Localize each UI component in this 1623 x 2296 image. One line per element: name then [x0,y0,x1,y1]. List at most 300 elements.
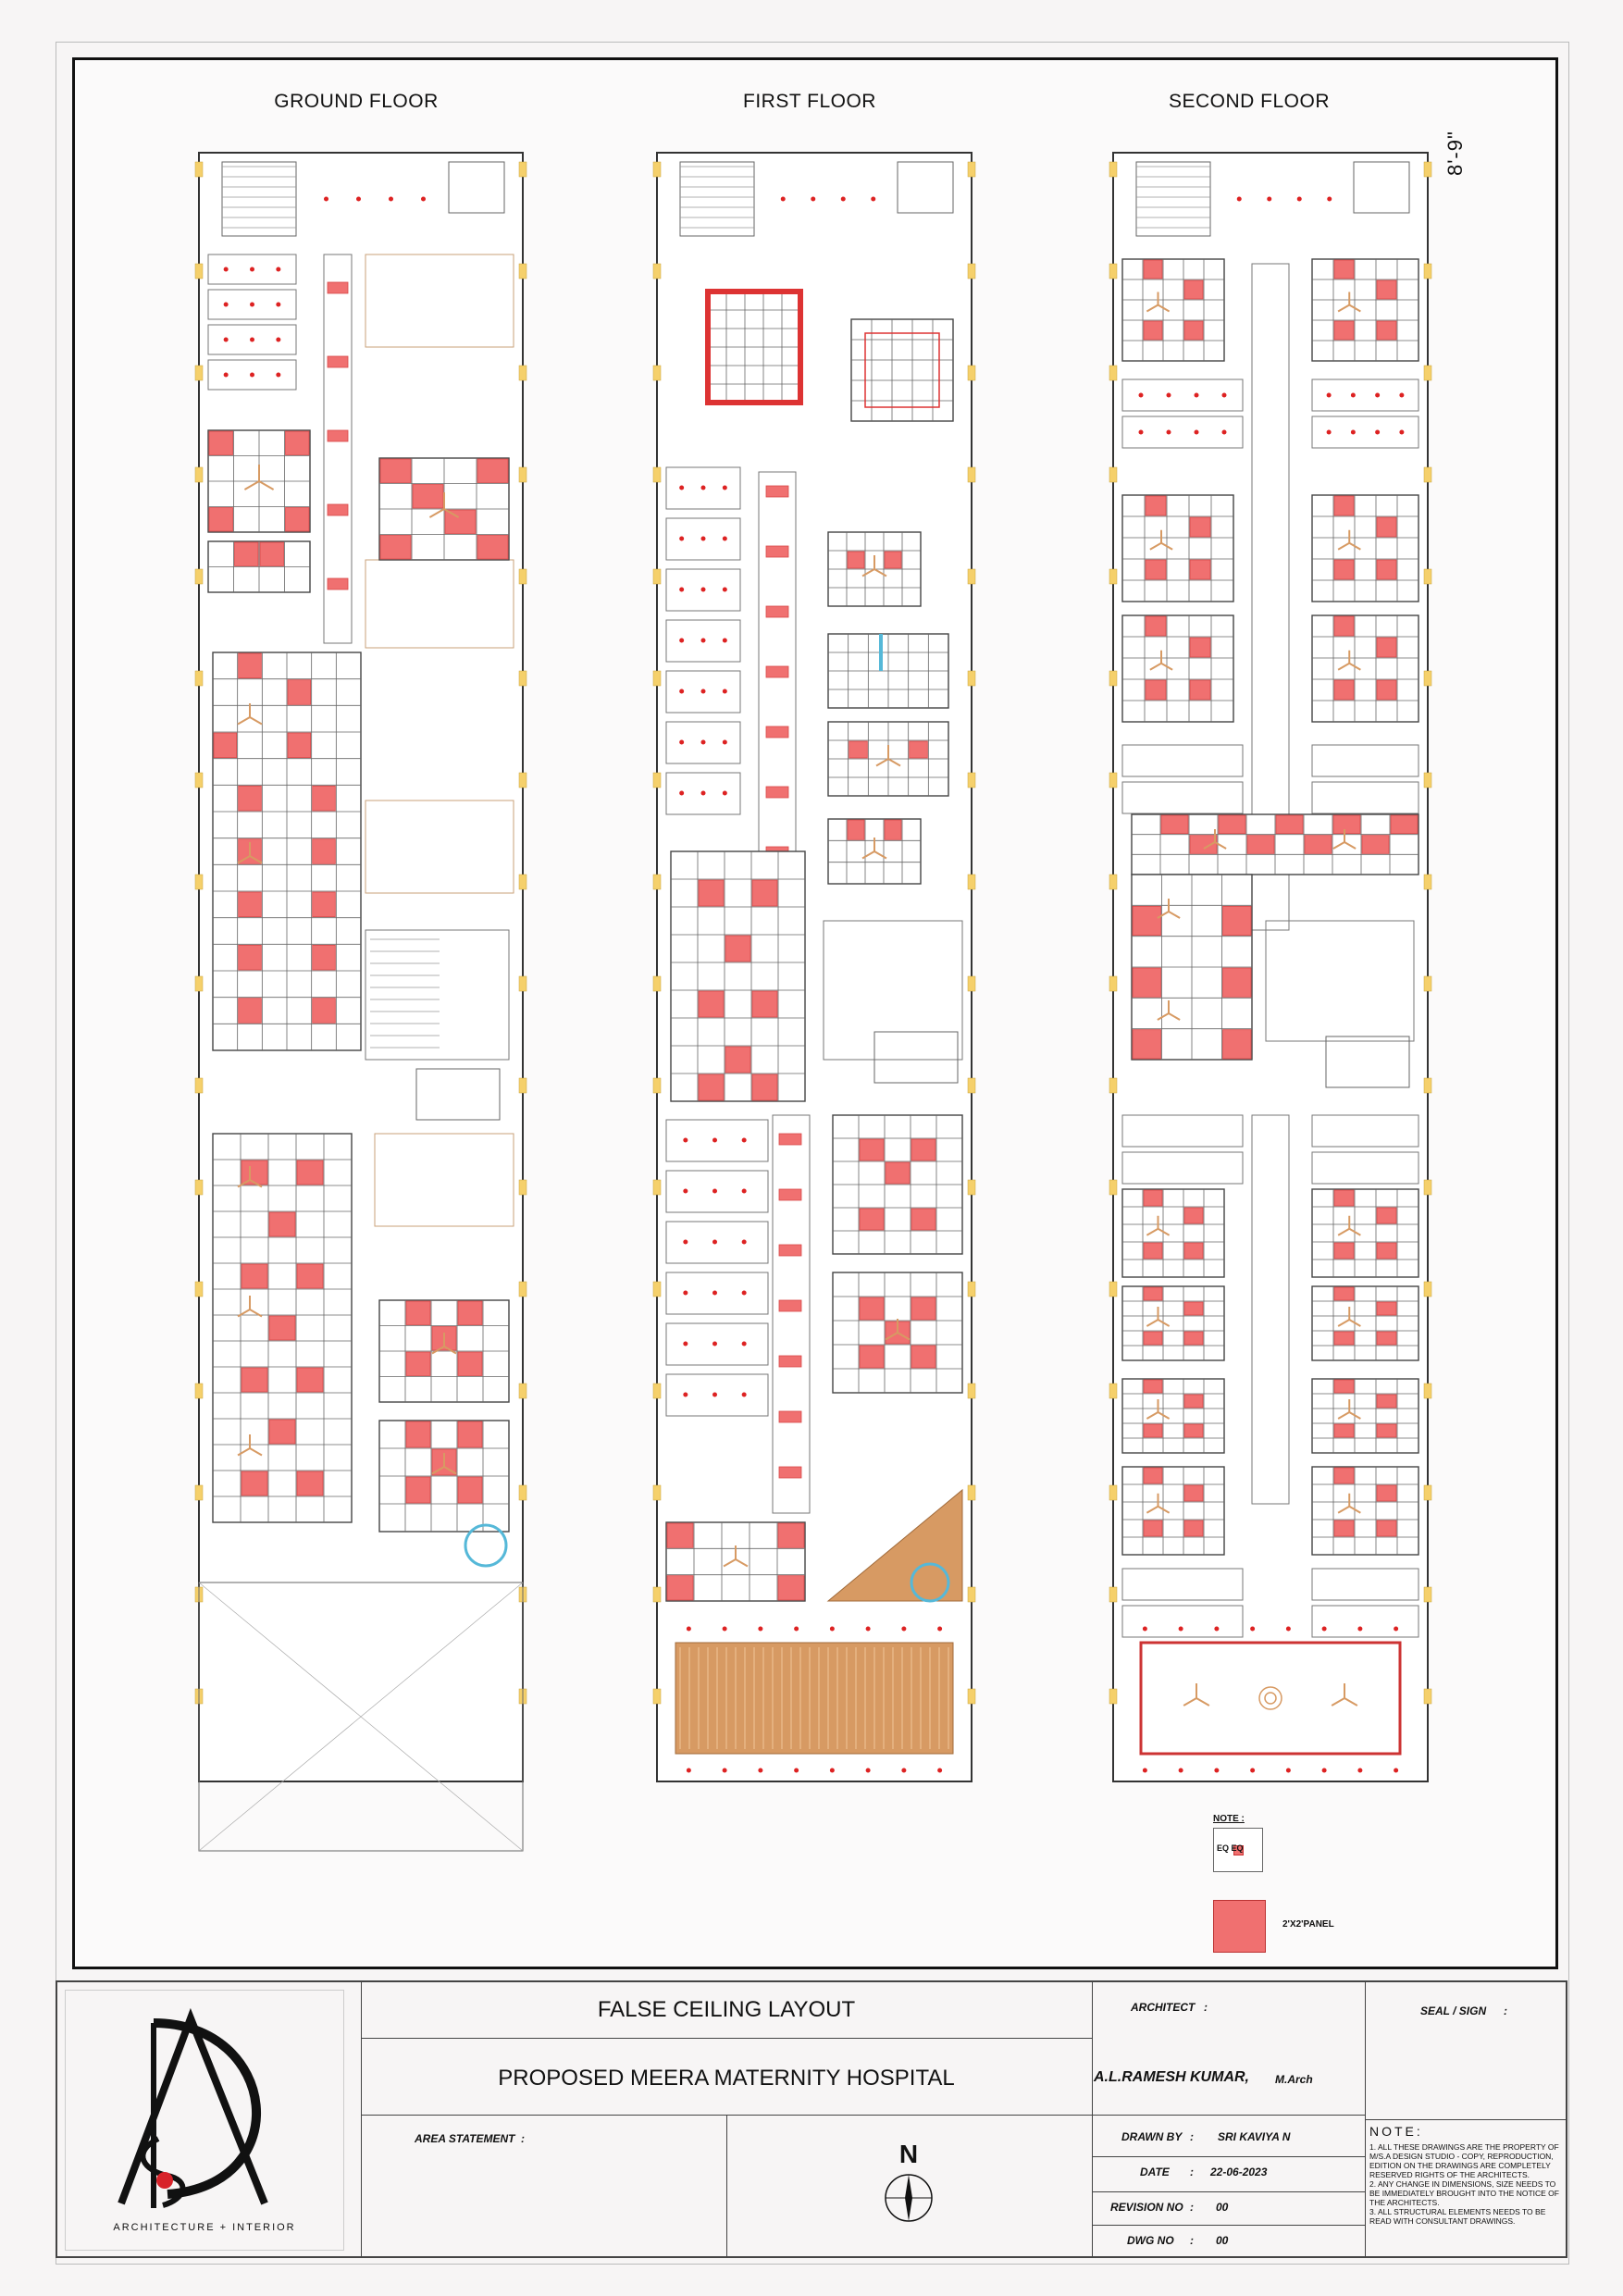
light-panel [413,485,443,509]
light-point-icon [742,1189,747,1194]
column [519,467,527,482]
column [653,264,661,279]
column [195,875,203,889]
light-panel [269,1420,295,1444]
light-panel [1334,1332,1354,1345]
light-point-icon [224,338,229,342]
light-panel [725,936,750,962]
light-point-icon [324,197,328,202]
light-panel [1377,638,1396,657]
light-point-icon [723,639,727,643]
light-point-icon [1394,1627,1398,1632]
light-point-icon [1195,393,1199,398]
light-panel [380,459,411,483]
light-panel [1377,1208,1396,1223]
light-panel [911,1209,935,1230]
light-panel [885,552,901,568]
light-panel [1334,1424,1354,1437]
seal-colon: : [1504,2004,1507,2017]
column [195,1180,203,1195]
light-point-icon [687,1627,691,1632]
light-point-icon [712,1138,717,1143]
light-panel [297,1471,323,1496]
light-point-icon [712,1342,717,1347]
light-point-icon [1375,430,1380,435]
light-point-icon [701,486,706,490]
dwg-value: 00 [1216,2234,1229,2247]
column [1424,875,1431,889]
column [195,1078,203,1093]
light-point-icon [723,588,727,592]
column [1109,773,1117,788]
light-panel [779,1245,801,1256]
column [653,1078,661,1093]
light-panel [752,1074,777,1100]
light-point-icon [1179,1627,1183,1632]
light-panel [1144,1468,1162,1483]
light-panel [445,510,476,534]
corridor [773,1115,810,1513]
light-panel [779,1134,801,1145]
light-point-icon [224,303,229,307]
light-panel [477,536,508,560]
light-panel [860,1346,884,1368]
column [195,1282,203,1297]
column [519,671,527,686]
light-point-icon [421,197,426,202]
light-panel [1144,1520,1162,1536]
light-panel [1144,321,1162,340]
column [195,366,203,380]
light-point-icon [841,197,846,202]
light-panel [1133,906,1161,935]
column [1109,1485,1117,1500]
light-panel [766,546,788,557]
light-panel [209,508,233,532]
architect-label: ARCHITECT [1131,2001,1196,2014]
note-item: 2. ANY CHANGE IN DIMENSIONS, SIZE NEEDS TO BE IMMEDIATELY BROUGHT INTO THE NOTICE OF THE ARCHITECTS. [1369,2179,1559,2207]
column [653,773,661,788]
light-panel [1144,260,1162,279]
column [195,671,203,686]
light-panel [239,786,262,811]
light-point-icon [250,338,254,342]
light-point-icon [937,1769,942,1773]
light-panel [911,1346,935,1368]
column [653,1485,661,1500]
light-panel [1377,1243,1396,1259]
ceiling-grid [1122,259,1224,361]
light-panel [1184,1485,1203,1501]
light-panel [1334,560,1354,579]
seal-label: SEAL / SIGN [1420,2004,1487,2017]
column [1424,773,1431,788]
column [1424,1078,1431,1093]
revision-value: 00 [1216,2201,1229,2214]
column [519,1384,527,1398]
light-point-icon [723,1769,727,1773]
column [519,1485,527,1500]
light-point-icon [937,1627,942,1632]
light-panel [286,508,310,532]
light-point-icon [356,197,361,202]
light-panel [667,1576,693,1600]
light-panel [1146,560,1166,579]
light-panel [328,430,348,441]
column [519,366,527,380]
column [653,1282,661,1297]
light-panel [458,1421,482,1447]
light-point-icon [1214,1627,1219,1632]
column [195,1384,203,1398]
light-point-icon [1143,1769,1147,1773]
date-colon: : [1190,2166,1194,2178]
column [968,1180,975,1195]
light-point-icon [1357,1627,1362,1632]
light-panel [269,1212,295,1236]
light-point-icon [1222,393,1227,398]
light-point-icon [723,1627,727,1632]
column [519,1282,527,1297]
ads-logo-icon [66,1991,343,2250]
light-point-icon [723,486,727,490]
column [1424,366,1431,380]
drawing-title: FALSE CEILING LAYOUT [597,1997,856,2022]
project-title: PROPOSED MEERA MATERNITY HOSPITAL [498,2066,955,2091]
light-point-icon [679,740,684,745]
ceiling-grid [1122,1189,1224,1277]
light-panel [779,1467,801,1478]
legend-heading: NOTE : [1213,1814,1245,1824]
architect-degree: M.Arch [1275,2073,1313,2086]
light-point-icon [712,1393,717,1397]
light-panel [1377,680,1396,700]
light-panel [1146,496,1166,515]
column [1109,569,1117,584]
column [195,1485,203,1500]
ground-floor-title: GROUND FLOOR [274,91,439,112]
light-panel [286,431,310,455]
light-point-icon [830,1627,835,1632]
dwg-colon: : [1190,2234,1194,2247]
light-panel [779,1411,801,1422]
column [1424,1180,1431,1195]
area-statement-colon: : [521,2132,525,2145]
column [653,1689,661,1704]
light-panel [1146,616,1166,636]
light-panel [297,1160,323,1185]
light-panel [1190,560,1210,579]
column [1109,1689,1117,1704]
light-point-icon [794,1627,799,1632]
light-point-icon [742,1393,747,1397]
light-panel [860,1209,884,1230]
note-item: 1. ALL THESE DRAWINGS ARE THE PROPERTY OF M/S.A DESIGN STUDIO - COPY, REPRODUCTION, EDITION ON THE DRAWINGS ARE COMPLETELY RESERVED RIGHTS OF THE ARCHITECTS. [1369,2142,1559,2179]
light-point-icon [1399,393,1404,398]
light-panel [288,733,311,758]
light-panel [1334,1520,1354,1536]
light-point-icon [683,1189,688,1194]
light-point-icon [389,197,393,202]
light-point-icon [1237,197,1242,202]
light-panel [766,787,788,798]
light-panel [1184,1243,1203,1259]
column [968,569,975,584]
light-point-icon [276,338,280,342]
ceiling-grid [1122,1379,1224,1453]
column [968,1485,975,1500]
light-point-icon [701,689,706,694]
light-panel [1219,815,1245,834]
light-panel [328,578,348,590]
column [1109,671,1117,686]
legend-eq-box [1213,1828,1263,1872]
legend-eq-symbol: EQ EQ [1217,1843,1244,1853]
logo [65,1990,344,2251]
column [653,569,661,584]
light-panel [766,606,788,617]
light-panel [911,1139,935,1160]
light-point-icon [712,1240,717,1245]
light-panel [380,536,411,560]
light-point-icon [1250,1769,1255,1773]
light-panel [1377,1302,1396,1315]
light-point-icon [1327,430,1332,435]
column [195,976,203,991]
light-point-icon [1143,1627,1147,1632]
drawn-by-colon: : [1190,2130,1194,2143]
ceiling-grid [1312,1286,1419,1360]
light-point-icon [1327,393,1332,398]
light-point-icon [1286,1627,1291,1632]
light-panel [1184,1332,1203,1345]
north-label: N [898,2140,919,2168]
light-point-icon [250,373,254,378]
light-panel [1190,638,1210,657]
light-panel [911,1297,935,1320]
light-panel [778,1523,804,1547]
light-point-icon [1286,1769,1291,1773]
column [653,1384,661,1398]
ceiling-height-mark: 8'-9" [1443,130,1467,176]
column [968,366,975,380]
light-panel [848,820,864,839]
column [1109,1384,1117,1398]
light-point-icon [742,1342,747,1347]
ceiling-grid [1312,1379,1419,1453]
date-value: 22-06-2023 [1210,2166,1268,2178]
light-panel [239,892,262,917]
column [519,264,527,279]
light-point-icon [723,791,727,796]
light-point-icon [794,1769,799,1773]
column [519,569,527,584]
light-point-icon [1214,1769,1219,1773]
light-panel [860,1139,884,1160]
column [195,569,203,584]
light-point-icon [701,537,706,541]
light-point-icon [1322,1627,1327,1632]
light-panel [1334,616,1354,636]
light-point-icon [1167,430,1171,435]
light-panel [1377,1520,1396,1536]
ceiling-grid [1312,259,1419,361]
light-point-icon [1195,430,1199,435]
light-panel [849,741,868,758]
column [653,1180,661,1195]
ceiling-grid [1312,1467,1419,1555]
light-point-icon [683,1138,688,1143]
light-point-icon [871,197,875,202]
column [1424,1587,1431,1602]
architect-colon: : [1204,2001,1208,2014]
light-panel [1377,321,1396,340]
column [968,1587,975,1602]
column [968,773,975,788]
column [1424,264,1431,279]
light-point-icon [1357,1769,1362,1773]
ceiling-grid [1312,495,1419,602]
light-panel [1377,280,1396,299]
light-panel [406,1352,430,1376]
light-panel [1334,321,1354,340]
column [1424,1384,1431,1398]
light-panel [1276,815,1303,834]
light-panel [1377,1395,1396,1408]
ceiling-grid [1312,615,1419,722]
light-panel [1144,1380,1162,1393]
light-panel [242,1368,267,1392]
light-point-icon [701,588,706,592]
revision-colon: : [1190,2201,1194,2214]
light-panel [1223,1030,1252,1059]
column [968,162,975,177]
light-point-icon [758,1769,762,1773]
light-panel [297,1368,323,1392]
light-point-icon [683,1342,688,1347]
light-point-icon [901,1769,906,1773]
light-panel [1190,680,1210,700]
light-panel [1223,968,1252,997]
column [195,264,203,279]
light-panel [1184,1208,1203,1223]
light-point-icon [679,486,684,490]
light-panel [1184,280,1203,299]
corridor [1252,1115,1289,1504]
light-panel [1334,1380,1354,1393]
light-panel [1377,1424,1396,1437]
column [195,773,203,788]
light-point-icon [687,1769,691,1773]
column [519,773,527,788]
column [519,162,527,177]
light-panel [1144,1287,1162,1300]
light-point-icon [701,740,706,745]
column [968,1078,975,1093]
dwg-label: DWG NO [1127,2234,1174,2247]
light-panel [766,666,788,677]
light-point-icon [901,1627,906,1632]
light-point-icon [866,1769,871,1773]
light-panel [1184,1520,1203,1536]
light-panel [667,1523,693,1547]
light-panel [260,542,284,566]
light-panel [239,653,262,678]
column [1109,467,1117,482]
light-point-icon [1394,1769,1398,1773]
column [519,875,527,889]
ceiling-grid [1122,495,1233,602]
light-panel [269,1316,295,1340]
column [1424,162,1431,177]
light-panel [1133,1030,1161,1059]
column [968,1282,975,1297]
light-point-icon [250,267,254,272]
light-panel [477,459,508,483]
first-floor-title: FIRST FLOOR [743,91,876,112]
light-panel [406,1301,430,1325]
light-panel [1334,496,1354,515]
light-panel [458,1477,482,1503]
column [1109,875,1117,889]
light-panel [1133,968,1161,997]
column [653,1587,661,1602]
light-point-icon [742,1138,747,1143]
light-panel [1144,1190,1162,1206]
light-panel [1184,1424,1203,1437]
light-point-icon [683,1393,688,1397]
light-panel [1184,321,1203,340]
light-point-icon [1399,430,1404,435]
logo-caption: ARCHITECTURE + INTERIOR [113,2222,296,2233]
light-panel [725,1047,750,1073]
column [519,1078,527,1093]
light-panel [235,542,259,566]
light-panel [313,999,336,1024]
column [968,1384,975,1398]
light-panel [242,1264,267,1288]
light-point-icon [1375,393,1380,398]
light-panel [458,1301,482,1325]
general-notes [1369,2124,1559,2226]
ceiling-grid [1122,1467,1224,1555]
light-panel [328,504,348,515]
light-panel [1190,517,1210,537]
light-point-icon [679,791,684,796]
light-panel [1146,680,1166,700]
light-panel [297,1264,323,1288]
light-panel [1334,1190,1354,1206]
light-panel [699,1074,724,1100]
light-point-icon [758,1627,762,1632]
architect-name: A.L.RAMESH KUMAR, [1094,2069,1249,2085]
light-panel [313,839,336,864]
column [1109,366,1117,380]
column [1424,976,1431,991]
column [1109,162,1117,177]
light-panel [1362,836,1389,854]
light-panel [779,1189,801,1200]
notes-heading: NOTE: [1369,2124,1423,2139]
light-panel [779,1300,801,1311]
column [195,467,203,482]
title-block [56,1980,1567,2258]
light-point-icon [1139,393,1144,398]
light-point-icon [1351,393,1356,398]
light-point-icon [683,1291,688,1296]
column [519,976,527,991]
light-point-icon [679,537,684,541]
